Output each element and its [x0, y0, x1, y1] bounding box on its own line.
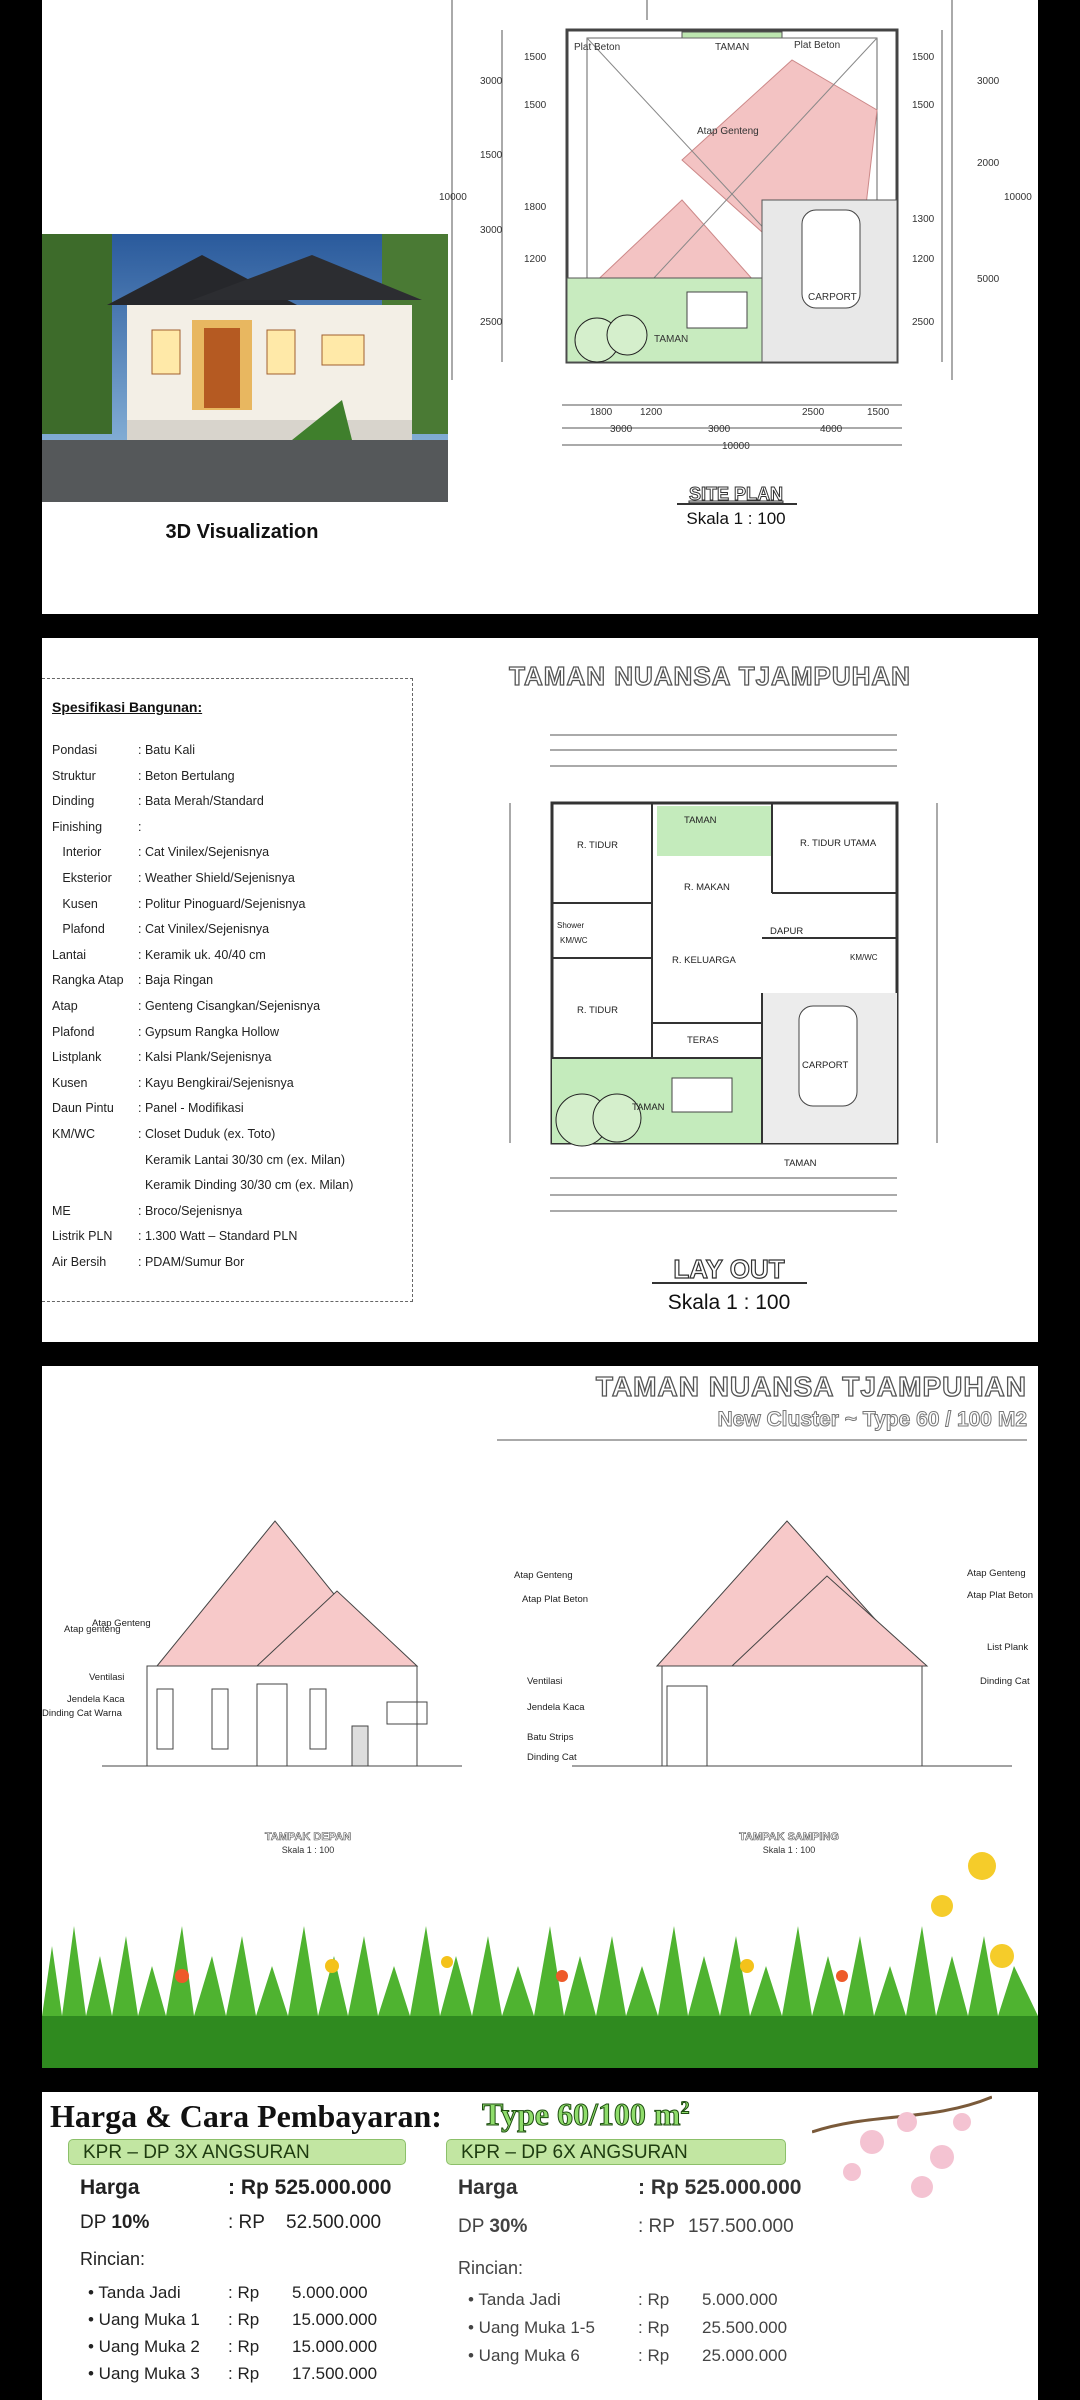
spec-value: : 1.300 Watt – Standard PLN	[138, 1229, 298, 1244]
spec-key: KM/WC	[52, 1127, 96, 1141]
project-title: TAMAN NUANSA TJAMPUHAN	[509, 661, 911, 691]
layout-title: LAY OUT	[673, 1254, 785, 1284]
site-plan-scale: Skala 1 : 100	[686, 509, 786, 528]
spec-value: : Cat Vinilex/Sejenisnya	[138, 845, 270, 860]
dim-right-1500b: 1500	[912, 100, 935, 111]
dim-left-1800: 1800	[524, 202, 547, 213]
spec-value: : Bata Merah/Standard	[138, 794, 264, 809]
col2-item-value: 25.000.000	[702, 2346, 788, 2365]
col1-item-label: • Uang Muka 3	[88, 2364, 200, 2383]
spec-value: : Broco/Sejenisnya	[138, 1203, 243, 1218]
site-plan	[452, 0, 952, 445]
dim-right-1500: 1500	[912, 52, 935, 63]
col1-item-value: 5.000.000	[292, 2283, 368, 2302]
front-label-ventilasi-right: Ventilasi	[527, 1676, 563, 1687]
dim-right-1300: 1300	[912, 214, 935, 225]
spec-key: Dinding	[52, 794, 95, 809]
front-scale: Skala 1 : 100	[281, 1845, 335, 1855]
dim-bottom-3000: 3000	[610, 424, 633, 435]
col2-item-label: • Uang Muka 6	[468, 2346, 580, 2365]
side-label-dinding-cat: Dinding Cat	[980, 1676, 1030, 1687]
col2-item-value: 5.000.000	[702, 2290, 778, 2309]
spec-key: Atap	[52, 999, 78, 1013]
elevation-drawing	[42, 1366, 1038, 2068]
spec-key: Air Bersih	[52, 1255, 107, 1269]
col2-item-rp: : Rp	[638, 2318, 670, 2337]
col2-harga-value: : Rp 525.000.000	[638, 2176, 802, 2199]
house-3d-render	[42, 234, 448, 543]
spec-value: : Batu Kali	[138, 743, 195, 757]
col2-item-label: • Uang Muka 1-5	[468, 2318, 595, 2337]
side-label-atap-genteng: Atap Genteng	[967, 1568, 1026, 1579]
pricing-type	[482, 2096, 690, 2133]
dim-right-2000: 2000	[977, 158, 1000, 169]
front-label-atap-plat-beton: Atap Plat Beton	[522, 1594, 589, 1605]
spec-title: Spesifikasi Bangunan:	[52, 699, 203, 715]
dim-right-5000: 5000	[977, 274, 1000, 285]
room-tidur-2: R. TIDUR	[577, 1005, 618, 1016]
spec-key: Daun Pintu	[52, 1101, 114, 1116]
room-kmwc-1: KM/WC	[560, 936, 588, 945]
spec-value: : Panel - Modifikasi	[138, 1101, 244, 1116]
room-keluarga: R. KELUARGA	[672, 955, 736, 966]
side-label-atap-plat-beton: Atap Plat Beton	[967, 1590, 1034, 1601]
spec-value: : Kayu Bengkirai/Sejenisnya	[138, 1075, 294, 1090]
front-label-jendela-left: Jendela Kaca	[67, 1694, 125, 1705]
spec-key: Lantai	[52, 947, 87, 962]
spec-value: : Genteng Cisangkan/Sejenisnya	[138, 999, 321, 1013]
spec-key: Finishing	[52, 819, 103, 834]
spec-value: : Baja Ringan	[138, 973, 214, 988]
page-elevations	[42, 1366, 1038, 2068]
dim-right-1200: 1200	[912, 254, 935, 265]
spec-key: Listplank	[52, 1050, 102, 1065]
dim-bottom-1500: 1500	[867, 407, 890, 418]
col2-dp-value: 157.500.000	[688, 2216, 794, 2237]
col2-dp-label: DP	[458, 2216, 490, 2237]
col1-item-rp: : Rp	[228, 2337, 260, 2356]
col1-item-label: • Tanda Jadi	[88, 2283, 181, 2302]
room-taman-outside: TAMAN	[784, 1158, 817, 1169]
dim-left-1500: 1500	[524, 52, 547, 63]
room-shower: Shower	[557, 921, 585, 930]
col2-harga-label: Harga	[458, 2176, 518, 2199]
spec-value: : Keramik uk. 40/40 cm	[138, 947, 266, 962]
elevation-title: TAMAN NUANSA TJAMPUHAN	[595, 1371, 1027, 1402]
kpr-3x-header: KPR – DP 3X ANGSURAN	[68, 2139, 406, 2165]
spec-value: :	[138, 819, 142, 834]
dim-left-2500: 2500	[480, 317, 503, 328]
col1-item-label: • Uang Muka 2	[88, 2337, 200, 2356]
label-taman-bottom: TAMAN	[654, 334, 689, 345]
visualization-caption: 3D Visualization	[165, 521, 319, 543]
spec-key: Eksterior	[52, 871, 112, 885]
spec-value: : Cat Vinilex/Sejenisnya	[138, 922, 270, 937]
label-atap-genteng: Atap Genteng	[697, 126, 759, 137]
dim-right-total: 10000	[1004, 192, 1032, 203]
col1-item-value: 15.000.000	[292, 2310, 378, 2329]
spec-key: Pondasi	[52, 743, 98, 757]
room-dapur: DAPUR	[770, 926, 804, 937]
room-carport: CARPORT	[802, 1060, 849, 1071]
label-carport: CARPORT	[808, 292, 857, 303]
front-caption: TAMPAK DEPAN	[264, 1831, 352, 1843]
pricing-title: Harga & Cara Pembayaran:	[50, 2098, 442, 2134]
room-taman-bottom: TAMAN	[632, 1102, 665, 1113]
spec-value: : Gypsum Rangka Hollow	[138, 1024, 280, 1039]
site-plan-title: SITE PLAN	[688, 484, 784, 504]
front-label-ventilasi-left: Ventilasi	[89, 1672, 125, 1683]
dim-left-1500b: 1500	[524, 100, 547, 111]
col1-dp-label: DP	[80, 2212, 112, 2233]
side-elevation	[572, 1521, 1012, 1766]
label-plat-beton-left: Plat Beton	[574, 42, 621, 53]
col2-dp-pct: 30%	[489, 2216, 528, 2237]
side-label-list-plank: List Plank	[987, 1642, 1029, 1653]
label-taman-top: TAMAN	[715, 42, 750, 53]
col1-harga-label: Harga	[80, 2176, 140, 2199]
room-tidur-utama: R. TIDUR UTAMA	[800, 838, 877, 849]
dim-bottom-4000: 4000	[820, 424, 843, 435]
spec-key: Struktur	[52, 768, 96, 783]
dim-bottom-total: 10000	[722, 441, 750, 452]
col1-item-rp: : Rp	[228, 2364, 260, 2383]
dim-bottom-1200: 1200	[640, 407, 663, 418]
pricing-type-text: Type 60/100 m	[482, 2096, 681, 2132]
front-label-dinding-warna: Dinding Cat Warna	[42, 1708, 122, 1719]
pricing-type-sup: 2	[680, 2097, 690, 2118]
col1-item-rp: : Rp	[228, 2283, 260, 2302]
col1-item-value: 15.000.000	[292, 2337, 378, 2356]
col2-rincian: Rincian:	[458, 2258, 524, 2278]
front-label-dinding-cat: Dinding Cat	[527, 1752, 577, 1763]
dim-right-3000: 3000	[977, 76, 1000, 87]
label-plat-beton-right: Plat Beton	[794, 40, 841, 51]
front-elevation	[102, 1521, 462, 1766]
spec-key: Plafond	[52, 922, 105, 937]
spec-key: Interior	[52, 845, 102, 860]
spec-key: Kusen	[52, 1075, 88, 1090]
col1-dp-value: 52.500.000	[286, 2212, 382, 2233]
col1-rincian: Rincian:	[80, 2249, 146, 2269]
col1-item-rp: : Rp	[228, 2310, 260, 2329]
spec-value: : Closet Duduk (ex. Toto)	[138, 1127, 276, 1141]
col2-item-value: 25.500.000	[702, 2318, 788, 2337]
spec-value: : Beton Bertulang	[138, 768, 235, 783]
room-teras: TERAS	[687, 1035, 719, 1046]
room-tidur-1: R. TIDUR	[577, 840, 618, 851]
front-label-batu-strips: Batu Strips	[527, 1732, 574, 1743]
spec-value: : PDAM/Sumur Bor	[138, 1255, 245, 1269]
side-scale: Skala 1 : 100	[762, 1845, 816, 1855]
col2-dp-rp: : RP	[638, 2216, 675, 2237]
spec-key: Rangka Atap	[52, 973, 124, 988]
dim-bottom-2500: 2500	[802, 407, 825, 418]
dim-right-2500: 2500	[912, 317, 935, 328]
site-plan-drawing	[42, 0, 1038, 614]
spec-key: ME	[52, 1203, 71, 1218]
spec-value: Keramik Dinding 30/30 cm (ex. Milan)	[138, 1178, 354, 1193]
col2-dp	[458, 2216, 527, 2238]
room-taman-top: TAMAN	[684, 815, 717, 826]
col1-item-value: 17.500.000	[292, 2364, 378, 2383]
dim-left-1500c: 1500	[480, 150, 503, 161]
spec-value: : Kalsi Plank/Sejenisnya	[138, 1050, 272, 1065]
dim-bottom-3000b: 3000	[708, 424, 731, 435]
spec-key: Plafond	[52, 1024, 95, 1039]
front-label-atap-genteng: Atap Genteng	[514, 1570, 573, 1581]
grass-decoration	[42, 1852, 1038, 2068]
layout-scale: Skala 1 : 100	[667, 1291, 791, 1314]
col1-dp-rp: : RP	[228, 2212, 265, 2233]
layout-drawing	[42, 638, 1038, 1342]
front-label-atap-genteng-right: Atap Genteng	[92, 1618, 151, 1629]
spec-value: Keramik Lantai 30/30 cm (ex. Milan)	[138, 1152, 346, 1167]
kpr-6x-header: KPR – DP 6X ANGSURAN	[446, 2139, 786, 2165]
col2-item-rp: : Rp	[638, 2290, 670, 2309]
front-label-jendela-right: Jendela Kaca	[527, 1702, 585, 1713]
col1-harga-value: : Rp 525.000.000	[228, 2176, 392, 2199]
page-pricing	[42, 2092, 1038, 2400]
elevation-subtitle: New Cluster ~ Type 60 / 100 M2	[717, 1408, 1027, 1431]
spec-value: : Politur Pinoguard/Sejenisnya	[138, 896, 306, 911]
dim-bottom-1800: 1800	[590, 407, 613, 418]
page-site-plan	[42, 0, 1038, 614]
side-caption: TAMPAK SAMPING	[739, 1831, 839, 1843]
col1-dp-pct: 10%	[111, 2212, 150, 2233]
col1-dp	[80, 2212, 149, 2234]
room-kmwc-2: KM/WC	[850, 953, 878, 962]
spec-key: Listrik PLN	[52, 1229, 113, 1244]
dim-left-3000: 3000	[480, 76, 503, 87]
dim-left-3000b: 3000	[480, 225, 503, 236]
col1-item-label: • Uang Muka 1	[88, 2310, 200, 2329]
spec-value: : Weather Shield/Sejenisnya	[138, 871, 295, 885]
col2-item-label: • Tanda Jadi	[468, 2290, 561, 2309]
page-layout	[42, 638, 1038, 1342]
col2-item-rp: : Rp	[638, 2346, 670, 2365]
blossom-decoration	[812, 2092, 992, 2212]
dim-left-total: 10000	[439, 192, 467, 203]
spec-key: Kusen	[52, 896, 98, 911]
room-makan: R. MAKAN	[684, 882, 730, 893]
dim-left-1200: 1200	[524, 254, 547, 265]
front-label-atap-genteng-left: Atap genteng	[64, 1624, 121, 1635]
